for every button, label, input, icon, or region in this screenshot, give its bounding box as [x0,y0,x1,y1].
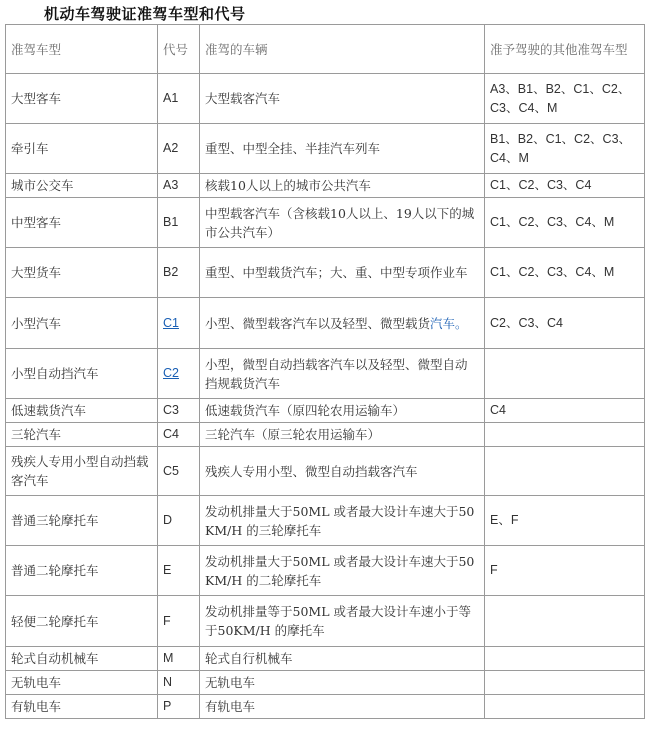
cell-vehicles: 三轮汽车（原三轮农用运输车） [200,423,485,447]
header-type: 准驾车型 [6,25,158,74]
cell-others [485,423,645,447]
cell-others: C1、C2、C3、C4、M [485,248,645,298]
cell-vehicles: 中型载客汽车（含核载10人以上、19人以下的城市公共汽车） [200,198,485,248]
cell-type: 普通三轮摩托车 [6,496,158,546]
cell-type: 低速载货汽车 [6,399,158,423]
cell-others: B1、B2、C1、C2、C3、C4、M [485,124,645,174]
cell-others [485,647,645,671]
cell-type: 小型汽车 [6,298,158,349]
cell-others: C4 [485,399,645,423]
table-row [6,399,645,423]
cell-type: 中型客车 [6,198,158,248]
header-code: 代号 [158,25,200,74]
cell-code: E [158,546,200,596]
table-row [6,298,645,349]
cell-type: 残疾人专用小型自动挡载客汽车 [6,447,158,496]
cell-others [485,596,645,647]
table-row [6,647,645,671]
cell-others [485,671,645,695]
table-row [6,671,645,695]
cell-others: F [485,546,645,596]
cell-code: A3 [158,174,200,198]
cell-code: A2 [158,124,200,174]
cell-type: 轮式自动机械车 [6,647,158,671]
cell-vehicles: 发动机排量大于50ML 或者最大设计车速大于50KM/H 的二轮摩托车 [200,546,485,596]
table-row [6,248,645,298]
cell-vehicles: 有轨电车 [200,695,485,719]
license-class-table [5,24,645,719]
cell-type: 轻便二轮摩托车 [6,596,158,647]
cell-code: N [158,671,200,695]
cell-vehicles: 重型、中型全挂、半挂汽车列车 [200,124,485,174]
cell-code [158,298,200,349]
cell-code: C3 [158,399,200,423]
cell-type: 大型客车 [6,74,158,124]
cell-code: M [158,647,200,671]
cell-type: 有轨电车 [6,695,158,719]
table-row [6,695,645,719]
code-link[interactable]: C2 [163,366,179,380]
table-row [6,198,645,248]
vehicles-link-text[interactable]: 汽车。 [430,315,468,331]
page-title: 机动车驾驶证准驾车型和代号 [44,5,246,23]
cell-type: 无轨电车 [6,671,158,695]
cell-others: C1、C2、C3、C4 [485,174,645,198]
cell-type: 普通二轮摩托车 [6,546,158,596]
cell-others [485,695,645,719]
cell-code: P [158,695,200,719]
cell-vehicles: 大型载客汽车 [200,74,485,124]
table-row [6,174,645,198]
cell-vehicles: 重型、中型载货汽车；大、重、中型专项作业车 [200,248,485,298]
cell-code: A1 [158,74,200,124]
cell-code: B1 [158,198,200,248]
table-row [6,447,645,496]
table-row [6,596,645,647]
cell-others: A3、B1、B2、C1、C2、C3、C4、M [485,74,645,124]
cell-code: C4 [158,423,200,447]
cell-others: C2、C3、C4 [485,298,645,349]
cell-type: 大型货车 [6,248,158,298]
cell-others: E、F [485,496,645,546]
cell-code: F [158,596,200,647]
cell-vehicles: 无轨电车 [200,671,485,695]
table-row [6,349,645,399]
table-row [6,74,645,124]
table-row [6,423,645,447]
cell-others [485,349,645,399]
table-row [6,496,645,546]
cell-vehicles: 小型，微型自动挡载客汽车以及轻型、微型自动挡规载货汽车 [200,349,485,399]
cell-code: C5 [158,447,200,496]
table-header-row [6,25,645,74]
table-row [6,124,645,174]
header-others: 准予驾驶的其他准驾车型 [485,25,645,74]
cell-code [158,349,200,399]
cell-type: 城市公交车 [6,174,158,198]
cell-vehicles: 残疾人专用小型、微型自动挡载客汽车 [200,447,485,496]
header-vehicles: 准驾的车辆 [200,25,485,74]
cell-vehicles [200,298,485,349]
cell-vehicles: 发动机排量大于50ML 或者最大设计车速大于50KM/H 的三轮摩托车 [200,496,485,546]
cell-vehicles: 发动机排量等于50ML 或者最大设计车速小于等于50KM/H 的摩托车 [200,596,485,647]
cell-code: D [158,496,200,546]
code-link[interactable]: C1 [163,315,179,330]
table-body [6,74,645,719]
table-row [6,546,645,596]
cell-vehicles: 核载10人以上的城市公共汽车 [200,174,485,198]
cell-type: 牵引车 [6,124,158,174]
cell-type: 三轮汽车 [6,423,158,447]
cell-vehicles: 轮式自行机械车 [200,647,485,671]
cell-vehicles: 低速载货汽车（原四轮农用运输车） [200,399,485,423]
cell-type: 小型自动挡汽车 [6,349,158,399]
cell-others: C1、C2、C3、C4、M [485,198,645,248]
vehicles-text: 小型、微型载客汽车以及轻型、微型载货 [205,315,431,331]
cell-others [485,447,645,496]
cell-code: B2 [158,248,200,298]
